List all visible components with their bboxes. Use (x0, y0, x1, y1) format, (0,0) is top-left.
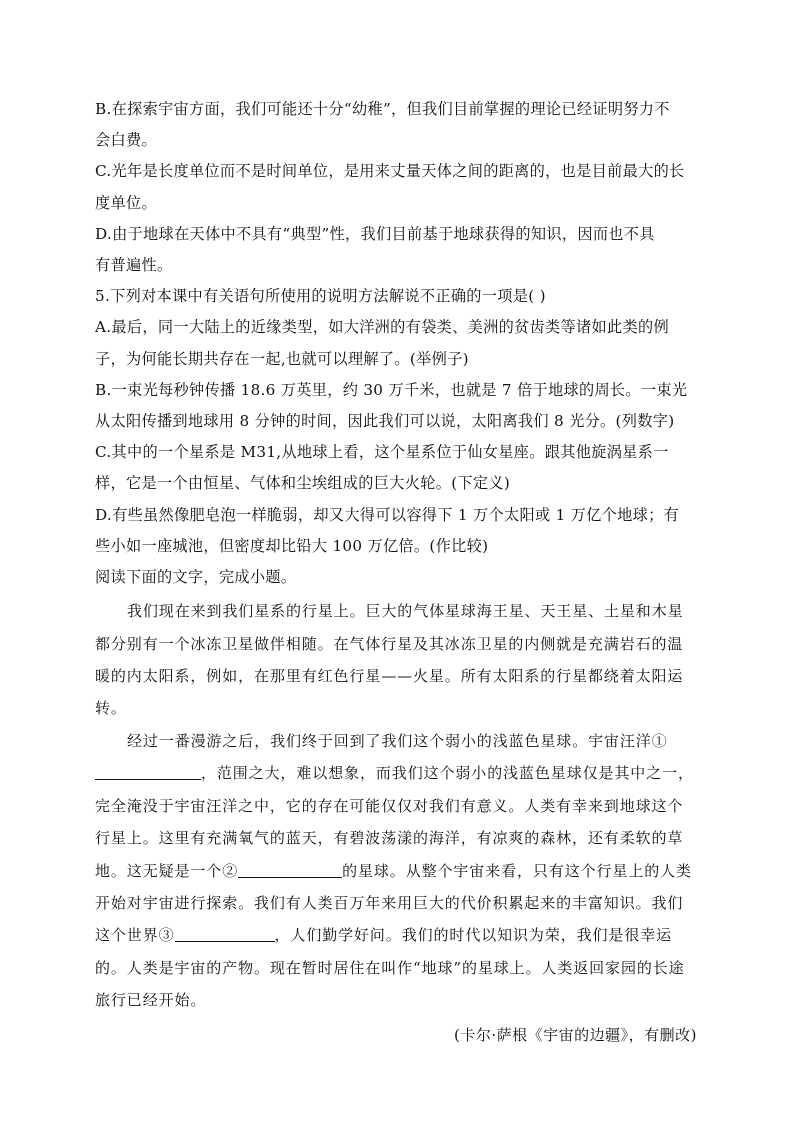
q4-option-d-line1: D.由于地球在天体中不具有“典型”性，我们目前基于地球获得的知识，因而也不具 (95, 224, 655, 243)
q4-option-b-line2: 会白费。 (95, 131, 157, 150)
q5-option-d-line1: D.有些虽然像肥皂泡一样脆弱，却又大得可以容得下 1 万个太阳或 1 万亿个地球；有 (95, 505, 680, 524)
q4-option-c-line1: C.光年是长度单位而不是时间单位，是用来丈量天体之间的距离的，也是目前最大的长 (95, 162, 685, 181)
passage-paragraph-2-part-b: ，范围之大，难以想象，而我们这个弱小的浅蓝色星球仅是其中之一，完全淹没于宇宙汪洋之中，它的存在可能仅仅对我们有意义。人类有幸来到地球这个行星上。这里有充满氧气的蓝天，有碧波荡漾的海洋，有凉爽的森林，还有柔软的草地。这无疑是一个② (95, 764, 694, 880)
fill-blank-2[interactable] (238, 860, 342, 878)
passage-paragraph-1 (95, 595, 697, 725)
q5-option-d-line2: 些小如一座城池，但密度却比铅大 100 万亿倍。(作比较) (95, 536, 489, 555)
q5-option-b-line2: 从太阳传播到地球用 8 分钟的时间，因此我们可以说，太阳离我们 8 光分。(列数字) (95, 412, 675, 431)
fill-blank-1[interactable] (95, 762, 201, 780)
passage-source: (卡尔·萨根《宇宙的边疆》，有删改) (454, 1025, 697, 1044)
reading-instruction: 阅读下面的文字，完成小题。 (95, 568, 297, 587)
reading-passage (95, 595, 697, 1050)
q4-option-d-line2: 有普遍性。 (95, 256, 173, 275)
q5-option-b-line1: B.一束光每秒钟传播 18.6 万英里，约 30 万千米，也就是 7 倍于地球的周长。一束光 (95, 380, 688, 399)
q5-option-c-line1: C.其中的一个星系是 M31,从地球上看，这个星系位于仙女星座。跟其他旋涡星系一 (95, 443, 669, 462)
passage-paragraph-2-part-a: 经过一番漫游之后，我们终于回到了我们这个弱小的浅蓝色星球。宇宙汪洋① (127, 731, 668, 750)
q5-option-c-line2: 样，它是一个由恒星、气体和尘埃组成的巨大火轮。(下定义) (95, 474, 511, 493)
q4-option-b-line1: B.在探索宇宙方面，我们可能还十分“幼稚”，但我们目前掌握的理论已经证明努力不 (95, 100, 670, 118)
q4-option-c-line2: 度单位。 (95, 193, 157, 212)
passage-paragraph-2-part-d: ，人们勤学好问。我们的时代以知识为荣，我们是很幸运的。人类是宇宙的产物。现在暂时居住在叫作“地球”的星球上。人类返回家园的长途旅行已经开始。 (95, 926, 685, 1010)
q5-option-a-line1: A.最后，同一大陆上的近缘类型，如大洋洲的有袋类、美洲的贫齿类等诸如此类的例 (95, 318, 669, 337)
fill-blank-3[interactable] (175, 924, 275, 942)
passage-paragraph-1-text: 我们现在来到我们星系的行星上。巨大的气体星球海王星、天王星、土星和木星都分别有一个冰冻卫星做伴相随。在气体行星及其冰冻卫星的内侧就是充满岩石的温暖的内太阳系，例如，在那里有红色行星——火星。所有太阳系的行星都绕着太阳运转。 (95, 602, 684, 718)
q5-stem: 5.下列对本课中有关语句所使用的说明方法解说不正确的一项是( ) (95, 287, 546, 306)
document-page (95, 94, 697, 1051)
passage-paragraph-2-part-c: 的星球。从整个宇宙来看，只有这个行星上的人类开始对宇宙进行探索。我们有人类百万年来用巨大的代价积累起来的丰富知识。我们这个世界③ (95, 861, 692, 945)
passage-paragraph-2 (95, 725, 697, 1017)
q5-option-a-line2: 子，为何能长期共存在一起,也就可以理解了。(举例子) (95, 349, 469, 368)
